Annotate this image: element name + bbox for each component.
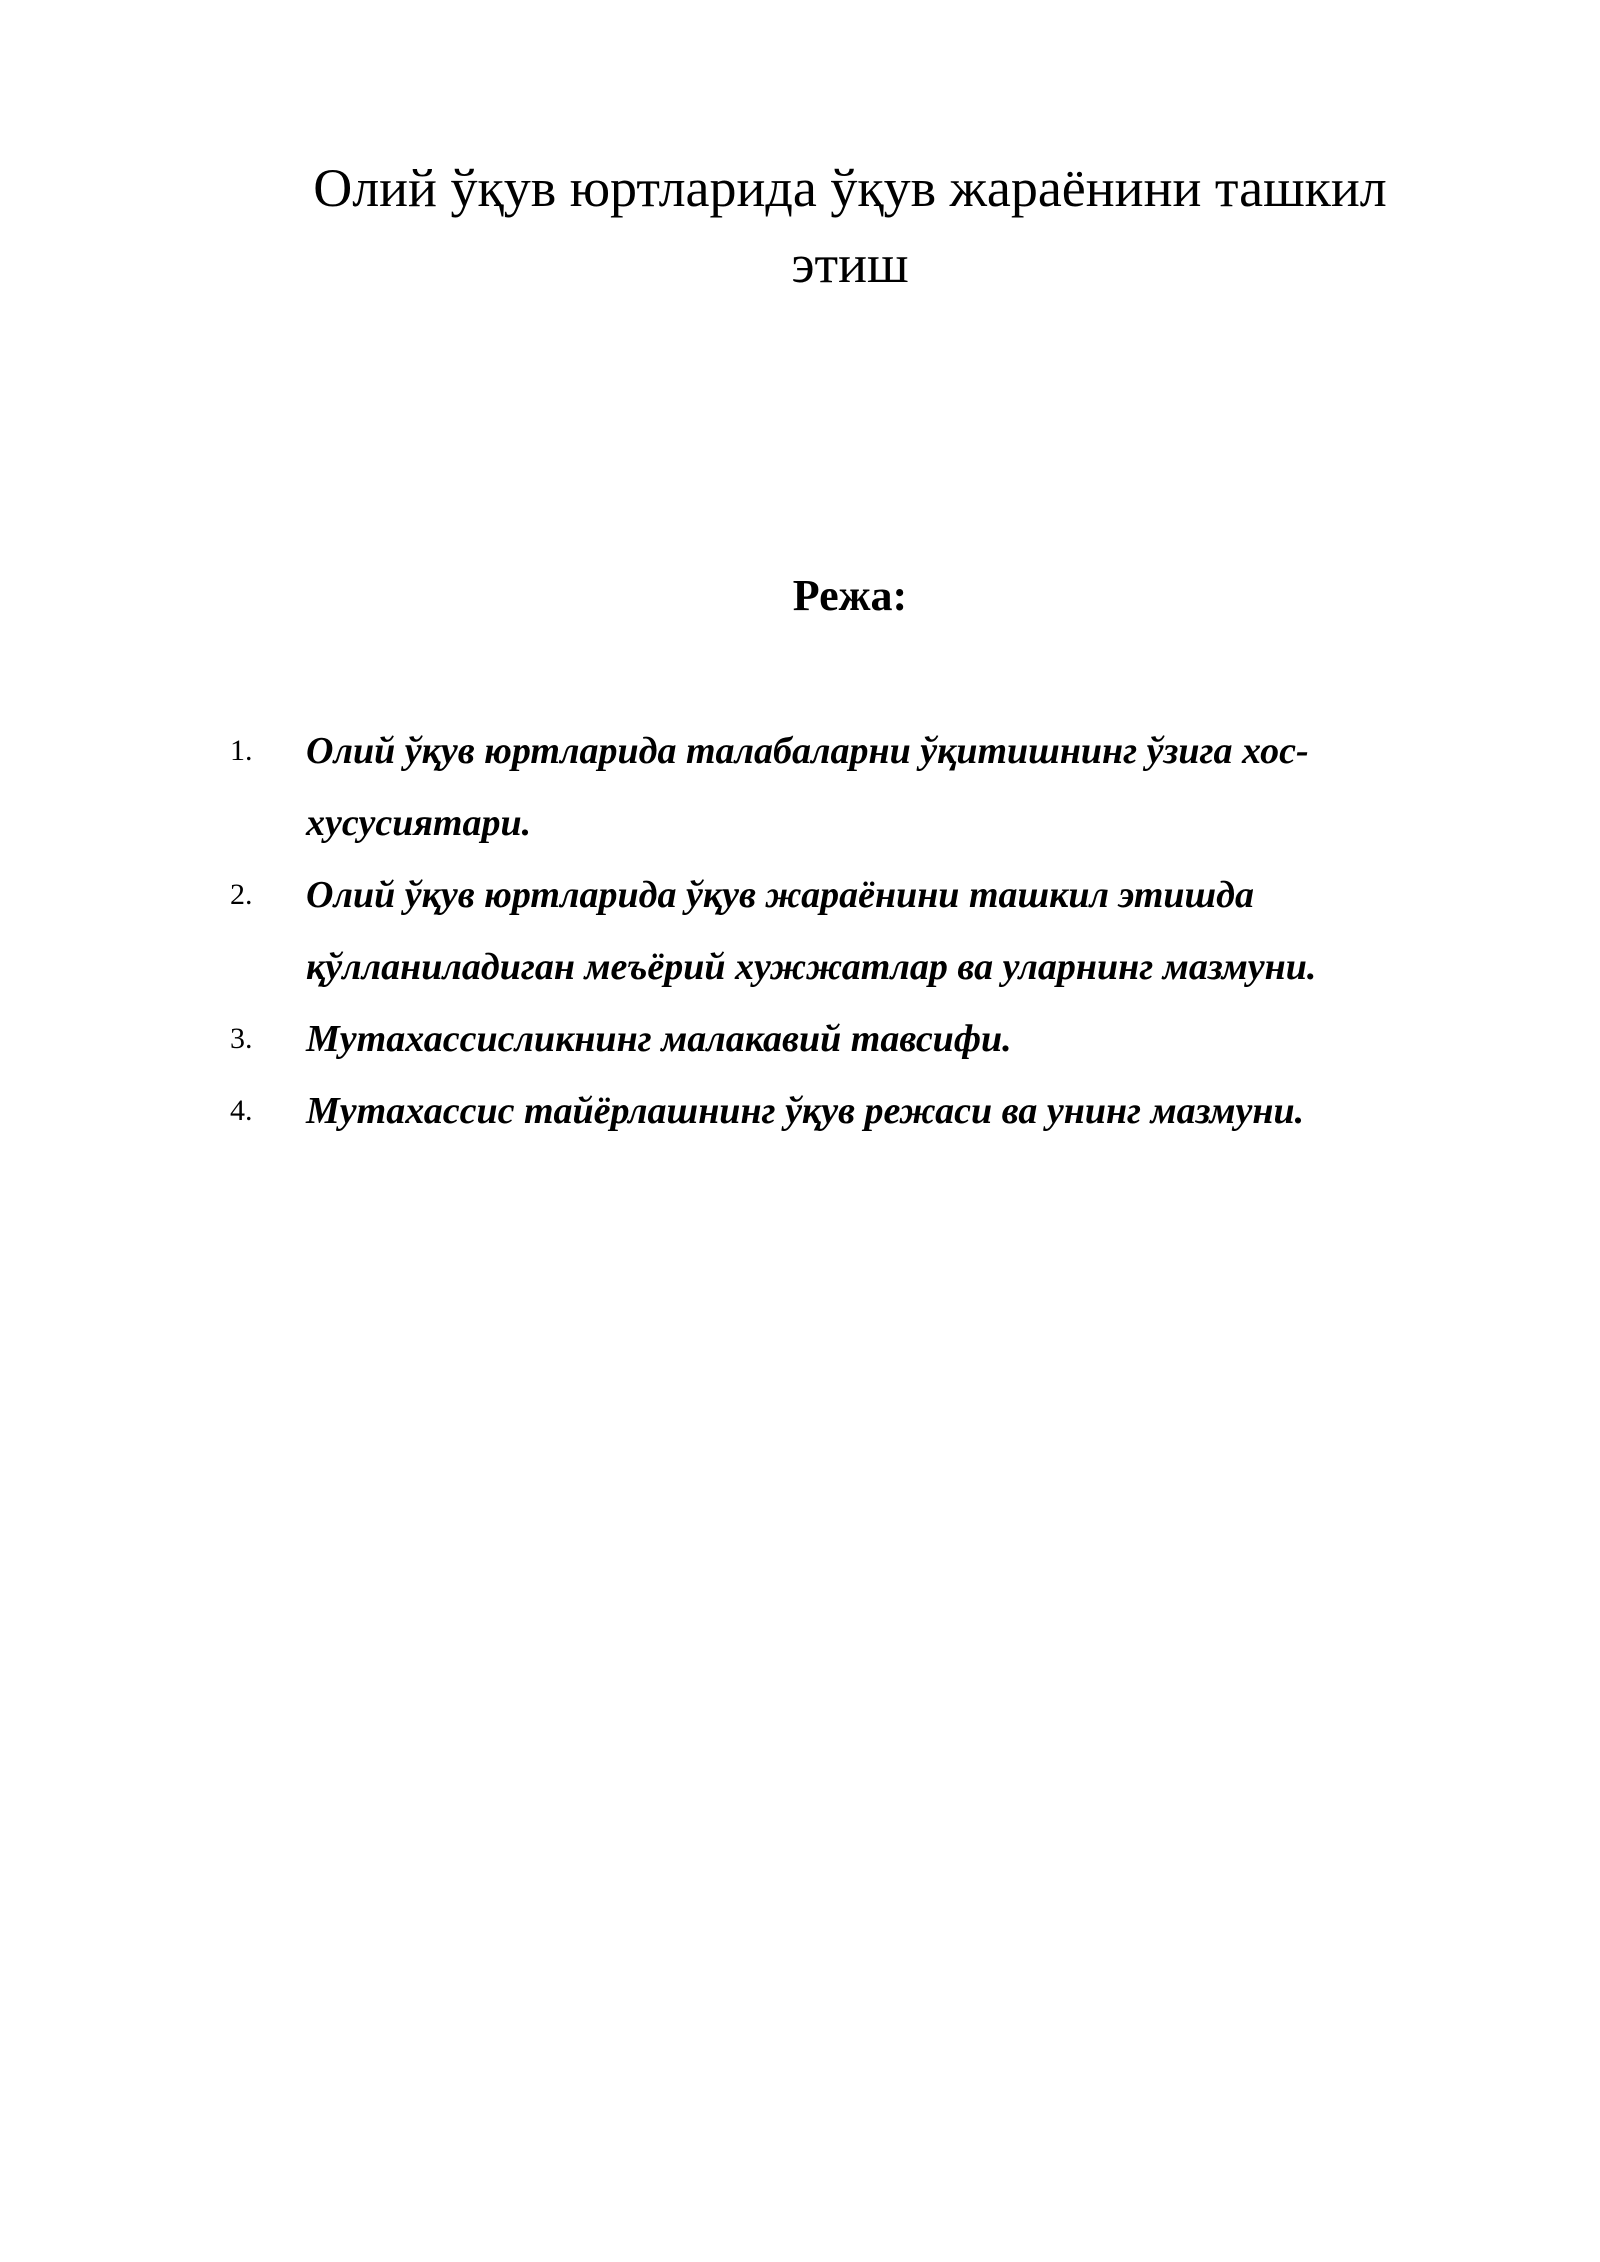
plan-item-number: 1. <box>230 734 253 767</box>
plan-item-4 <box>0 1075 1456 1147</box>
plan-item-number: 3. <box>230 1022 253 1055</box>
plan-list <box>0 715 1600 1147</box>
plan-item-text: Мутахассисликнинг малакавий тавсифи. <box>306 1018 1012 1060</box>
plan-item-1 <box>0 715 1456 859</box>
plan-item-number: 2. <box>230 878 253 911</box>
plan-item-text: Олий ўқув юртларида талабаларни ўқитишнинг ўзига хос- хусусиятари. <box>306 730 1309 844</box>
plan-item-number: 4. <box>230 1094 253 1127</box>
document-title: Олий ўқув юртларида ўқув жараёнини ташкил этиш <box>313 158 1387 294</box>
plan-item-3 <box>0 1003 1456 1075</box>
plan-item-text: Мутахассис тайёрлашнинг ўқув режаси ва унинг мазмуни. <box>306 1090 1305 1132</box>
plan-item-2 <box>0 859 1456 1003</box>
plan-item-text: Олий ўқув юртларида ўқув жараёнини ташкил этишда қўлланиладиган меъёрий хужжатлар ва уларнинг мазмуни. <box>306 874 1317 988</box>
plan-heading: Режа: <box>792 571 908 620</box>
